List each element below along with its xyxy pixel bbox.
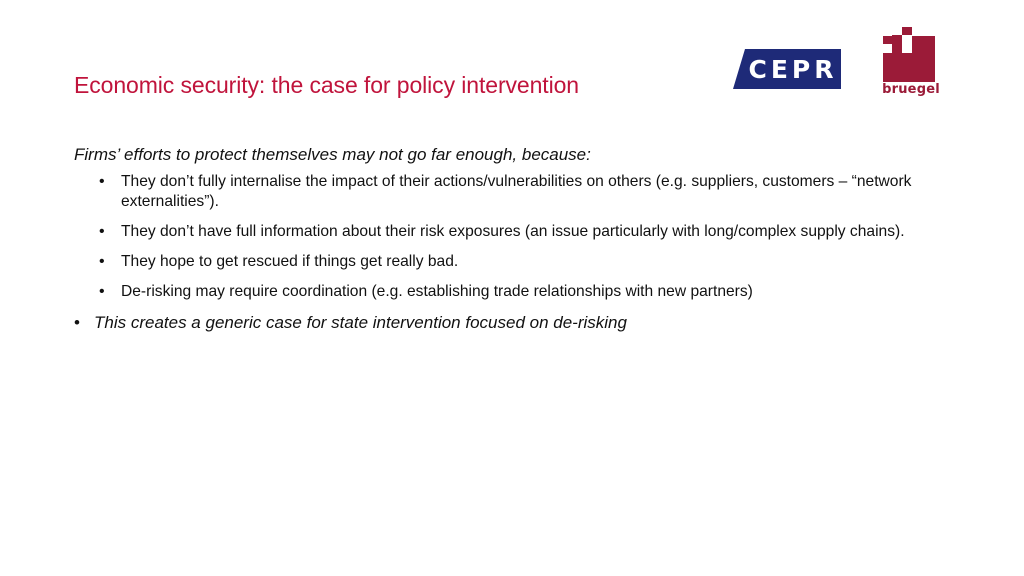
cepr-logo: [733, 49, 841, 89]
bruegel-logo-mark: [880, 27, 942, 83]
intro-text: Firms’ efforts to protect themselves may not go far enough, because:: [74, 145, 591, 164]
list-item: [99, 172, 951, 212]
bullet-icon: •: [99, 253, 105, 270]
slide-content: [74, 144, 954, 334]
list-item: [99, 222, 951, 242]
cepr-logo-shape: [733, 49, 841, 89]
bruegel-logo: [880, 27, 942, 101]
list-item-text: They hope to get rescued if things get really bad.: [121, 253, 459, 270]
list-item-text: They don’t fully internalise the impact of their actions/vulnerabilities on others (e.g. suppliers, customers – “network externalities”).: [121, 173, 912, 210]
bullet-icon: •: [99, 173, 105, 190]
list-item-text: They don’t have full information about their risk exposures (an issue particularly with long/complex supply chains).: [121, 223, 905, 240]
list-item: [99, 282, 951, 302]
slide-title: Economic security: the case for policy intervention: [74, 72, 579, 98]
reasons-list: [74, 172, 954, 302]
conclusion-item: [74, 312, 954, 334]
bruegel-logo-text: bruegel: [882, 82, 940, 97]
bullet-icon: •: [99, 283, 105, 300]
bullet-icon: •: [74, 313, 80, 332]
cepr-logo-text: CEPR: [748, 55, 838, 84]
list-item: [99, 252, 951, 272]
conclusion-text: This creates a generic case for state intervention focused on de-risking: [94, 313, 627, 332]
list-item-text: De-risking may require coordination (e.g. establishing trade relationships with new partners): [121, 283, 753, 300]
bullet-icon: •: [99, 223, 105, 240]
